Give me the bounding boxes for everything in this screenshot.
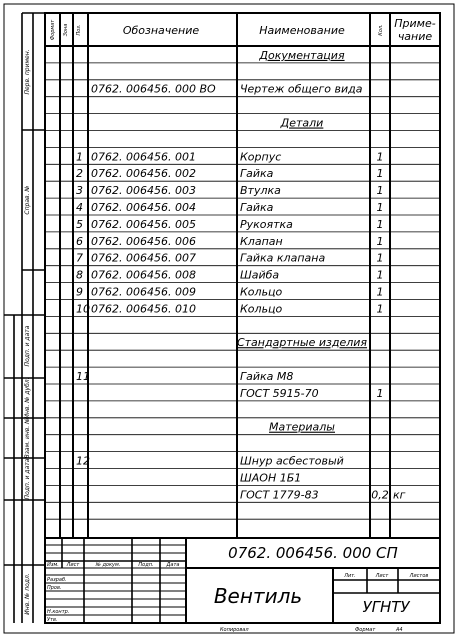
header-qty: Кол. <box>378 24 384 36</box>
title-col-data: Дата <box>166 562 180 568</box>
side-label-podp-data-2: Подп. и дата <box>24 458 31 500</box>
section-heading: Документация <box>259 48 345 62</box>
row-name: Шайба <box>240 268 280 282</box>
header-note-1: Приме- <box>394 17 436 30</box>
row-name: Гайка <box>240 167 274 181</box>
row-designation: 0762. 006456. 010 <box>91 302 196 316</box>
row-name: Гайка клапана <box>240 251 326 265</box>
side-label-inv-dubl: Инв. № дубл. <box>24 377 31 419</box>
table-body <box>76 49 406 501</box>
row-position: 2 <box>76 167 83 181</box>
row-position: 11 <box>76 370 90 383</box>
row-position: 3 <box>76 184 83 198</box>
title-listov: Листов <box>409 573 429 579</box>
row-designation: 0762. 006456. 006 <box>91 234 196 248</box>
row-name: Клапан <box>240 234 283 248</box>
title-list: Лист <box>375 573 389 579</box>
row-quantity: 1 <box>376 251 384 265</box>
row-position: 4 <box>76 201 83 214</box>
row-position: 12 <box>76 454 90 468</box>
row-designation: 0762. 006456. 009 <box>91 285 196 299</box>
row-designation: 0762. 006456. 002 <box>91 167 196 181</box>
header-note-2: чание <box>397 30 433 43</box>
row-quantity: 1 <box>376 150 384 164</box>
format-label: Формат <box>355 627 376 633</box>
row-designation: 0762. 006456. 001 <box>91 150 196 164</box>
row-designation: 0762. 006456. 004 <box>91 201 196 214</box>
row-position: 6 <box>76 234 83 248</box>
row-designation: 0762. 006456. 007 <box>91 251 196 265</box>
row-quantity: 1 <box>376 302 384 316</box>
left-strip <box>4 13 45 623</box>
row-position: 8 <box>76 268 83 282</box>
row-name: ГОСТ 1779-83 <box>240 488 319 502</box>
row-position: 7 <box>76 251 83 265</box>
row-name: Корпус <box>240 150 282 164</box>
section-heading: Стандартные изделия <box>236 336 368 350</box>
row-designation: 0762. 006456. 008 <box>91 268 196 282</box>
row-quantity: 1 <box>376 167 384 181</box>
row-position: 5 <box>76 217 83 231</box>
row-designation: 0762. 006456. 003 <box>91 184 196 198</box>
title-n-kontr: Н.контр. <box>47 609 70 615</box>
header-format: Формат <box>50 19 56 41</box>
copied-label: Копировал <box>220 627 249 633</box>
title-col-list: Лист <box>66 562 80 568</box>
row-quantity: 1 <box>376 217 384 231</box>
title-lit: Лит. <box>344 573 356 579</box>
side-label-vzam-inv: Взам. инв. № <box>24 417 31 459</box>
title-prov: Пров. <box>47 585 62 591</box>
side-label-perv-primen: Перв. примен. <box>24 49 31 95</box>
title-razrab: Разраб. <box>47 577 67 583</box>
header-designation: Обозначение <box>122 24 200 37</box>
header-name: Наименование <box>259 24 345 37</box>
row-name: Гайка М8 <box>240 370 294 383</box>
row-name: Кольцо <box>240 285 283 299</box>
row-name: Гайка <box>240 201 274 214</box>
row-position: 9 <box>76 285 83 299</box>
row-name: ШАОН 1Б1 <box>240 471 302 485</box>
organization: УГНТУ <box>362 598 410 616</box>
side-label-inv-podl: Инв. № подл. <box>24 573 31 615</box>
format-value: А4 <box>396 627 403 633</box>
title-col-doc: № докум. <box>95 562 121 568</box>
row-name: Чертеж общего вида <box>240 82 363 96</box>
row-name: Шнур асбестовый <box>240 454 344 468</box>
row-name: Кольцо <box>240 302 283 316</box>
document-title: Вентиль <box>213 584 303 608</box>
header-zone: Зона <box>63 23 69 37</box>
row-position: 1 <box>76 150 83 164</box>
table-header <box>45 17 440 46</box>
main-frame <box>45 13 440 623</box>
row-quantity: 1 <box>376 268 384 282</box>
section-heading: Детали <box>280 116 324 130</box>
row-note: кг <box>393 488 406 502</box>
row-position: 10 <box>76 302 90 316</box>
title-utv: Утв. <box>47 617 58 623</box>
row-name: Рукоятка <box>240 217 293 231</box>
row-designation: 0762. 006456. 005 <box>91 217 196 231</box>
document-code: 0762. 006456. 000 СП <box>228 544 398 562</box>
side-label-sprav-no: Справ. № <box>24 185 31 215</box>
side-label-podp-data-1: Подп. и дата <box>24 325 31 367</box>
row-quantity: 1 <box>376 201 384 214</box>
row-name: Втулка <box>240 184 281 198</box>
header-pos: Поз. <box>76 24 82 36</box>
row-name: ГОСТ 5915-70 <box>240 386 319 400</box>
row-quantity: 1 <box>376 234 384 248</box>
title-col-podp: Подп. <box>138 562 154 568</box>
row-quantity: 0,2 <box>371 488 389 502</box>
title-col-izm: Изм. <box>47 562 59 568</box>
section-heading: Материалы <box>269 420 335 434</box>
row-quantity: 1 <box>376 184 384 198</box>
row-quantity: 1 <box>376 285 384 299</box>
row-quantity: 1 <box>376 386 384 400</box>
row-designation: 0762. 006456. 000 ВО <box>91 82 216 96</box>
